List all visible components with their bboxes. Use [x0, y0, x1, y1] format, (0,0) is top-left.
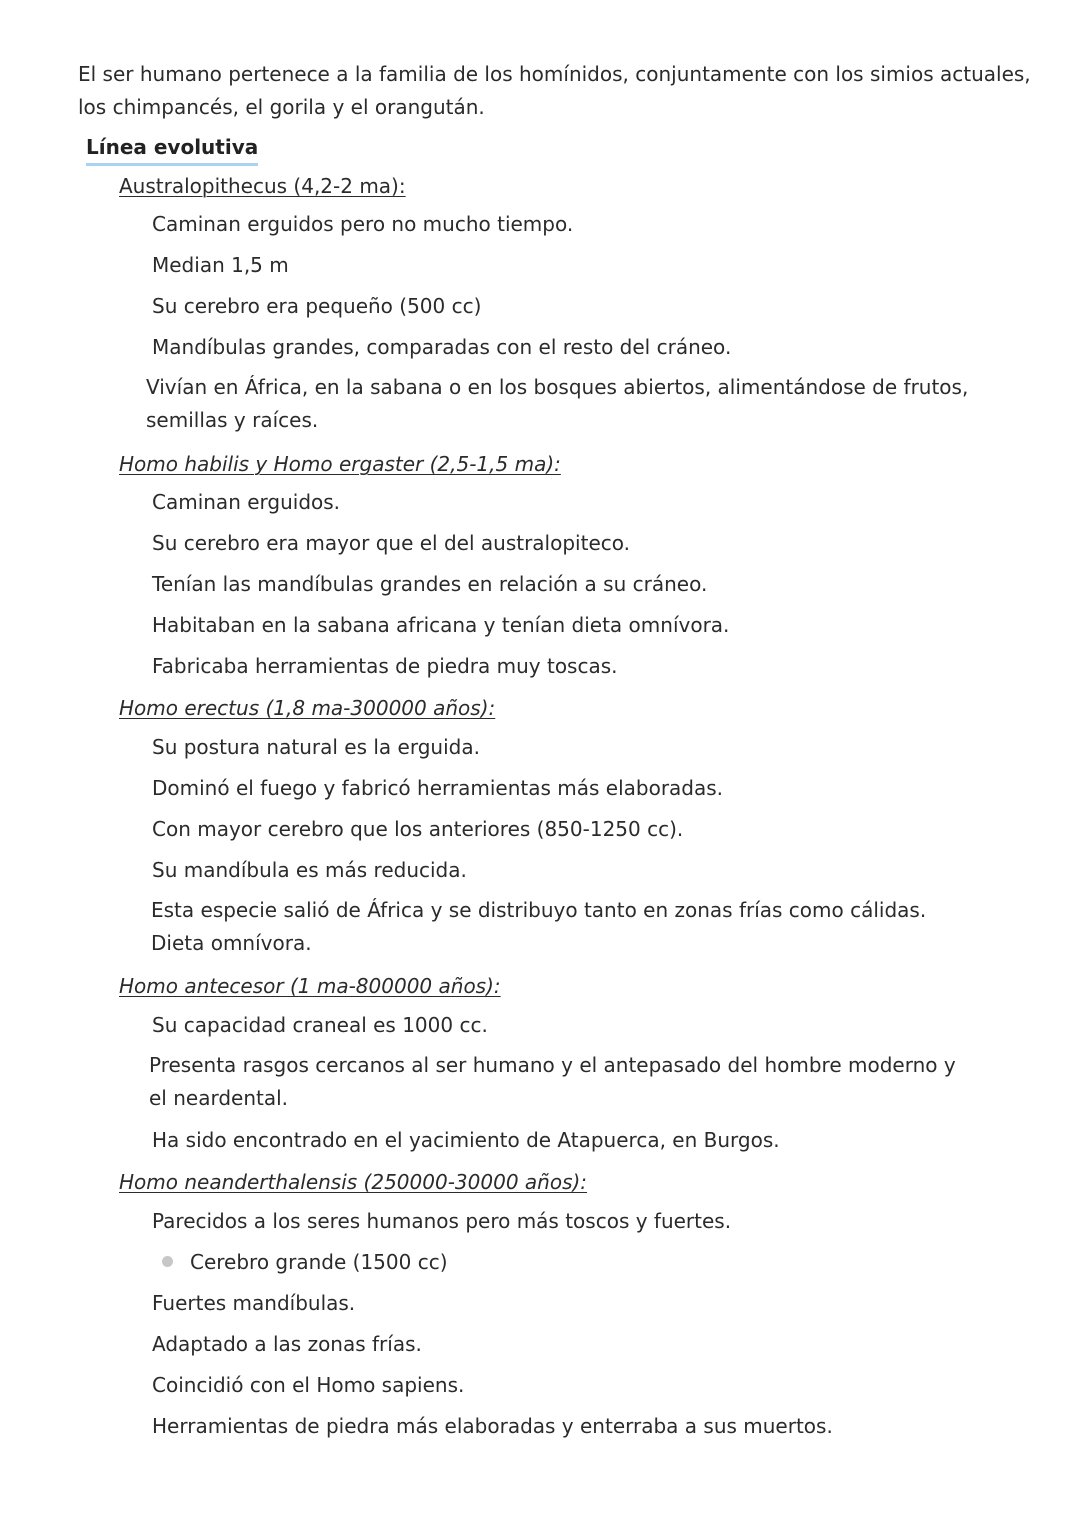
list-item: Parecidos a los seres humanos pero más toscos y fuertes.: [152, 1209, 732, 1233]
list-item: Dominó el fuego y fabricó herramientas más elaboradas.: [152, 776, 724, 800]
list-item: Median 1,5 m: [152, 253, 289, 277]
list-item: Su mandíbula es más reducida.: [152, 858, 467, 882]
list-item: Su postura natural es la erguida.: [152, 735, 480, 759]
heading-australopithecus: Australopithecus (4,2-2 ma):: [119, 174, 406, 198]
heading-homo-neanderthalensis: Homo neanderthalensis (250000-30000 años):: [119, 1170, 588, 1194]
intro-paragraph: El ser humano pertenece a la familia de los homínidos, conjuntamente con los simios actuales, los chimpancés, el gorila y el orangután.: [78, 62, 1031, 119]
list-item: Habitaban en la sabana africana y tenían dieta omnívora.: [152, 613, 730, 637]
list-item: Herramientas de piedra más elaboradas y enterraba a sus muertos.: [152, 1414, 833, 1438]
bullet-dot-icon: [162, 1256, 173, 1267]
list-item: Ha sido encontrado en el yacimiento de Atapuerca, en Burgos.: [152, 1128, 780, 1152]
list-item: Tenían las mandíbulas grandes en relación a su cráneo.: [152, 572, 708, 596]
section-title: Línea evolutiva: [86, 132, 258, 166]
list-item: Presenta rasgos cercanos al ser humano y el antepasado del hombre moderno y el neardental.: [149, 1053, 956, 1110]
list-item: Esta especie salió de África y se distribuyo tanto en zonas frías como cálidas. Dieta omnívora.: [151, 898, 927, 955]
list-item: Con mayor cerebro que los anteriores (850-1250 cc).: [152, 817, 684, 841]
list-item: Vivían en África, en la sabana o en los bosques abiertos, alimentándose de frutos, semillas y raíces.: [146, 375, 969, 432]
list-item: Su cerebro era mayor que el del australopiteco.: [152, 531, 630, 555]
list-item: Coincidió con el Homo sapiens.: [152, 1373, 465, 1397]
list-item: Su capacidad craneal es 1000 cc.: [152, 1013, 488, 1037]
list-item: Cerebro grande (1500 cc): [190, 1250, 448, 1274]
list-item: Fuertes mandíbulas.: [152, 1291, 356, 1315]
heading-homo-erectus: Homo erectus (1,8 ma-300000 años):: [119, 696, 496, 720]
heading-homo-antecesor: Homo antecesor (1 ma-800000 años):: [119, 974, 501, 998]
list-item: Caminan erguidos pero no mucho tiempo.: [152, 212, 574, 236]
list-item: Su cerebro era pequeño (500 cc): [152, 294, 482, 318]
list-item: Fabricaba herramientas de piedra muy toscas.: [152, 654, 618, 678]
list-item: Caminan erguidos.: [152, 490, 341, 514]
list-item: Mandíbulas grandes, comparadas con el resto del cráneo.: [152, 335, 732, 359]
heading-homo-habilis-ergaster: Homo habilis y Homo ergaster (2,5-1,5 ma):: [119, 452, 561, 476]
list-item: Adaptado a las zonas frías.: [152, 1332, 422, 1356]
